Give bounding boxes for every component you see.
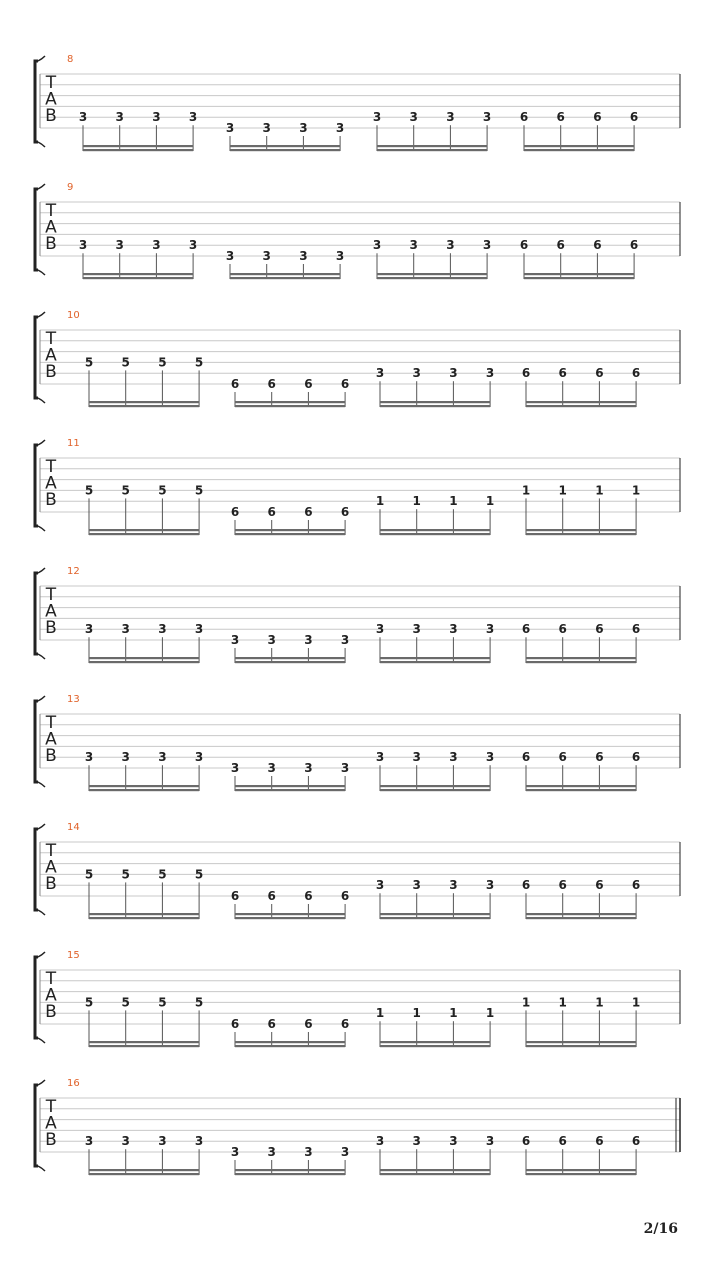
note-beam (526, 1041, 636, 1043)
bracket-hook-bottom (38, 142, 45, 147)
bracket-hook-top (38, 824, 45, 829)
fret-number: 3 (194, 622, 204, 637)
fret-number: 1 (631, 995, 641, 1010)
note-beam (526, 1173, 636, 1175)
fret-number: 3 (372, 238, 382, 253)
fret-number: 3 (375, 750, 385, 765)
bracket-hook-top (38, 56, 45, 61)
note-beam (89, 785, 199, 787)
fret-number: 3 (84, 622, 94, 637)
tab-clef-letter: B (45, 490, 57, 510)
fret-number: 3 (485, 1134, 495, 1149)
fret-number: 6 (340, 377, 350, 391)
fret-number: 6 (304, 1017, 313, 1031)
fret-number: 3 (230, 761, 240, 775)
fret-number: 6 (230, 1017, 240, 1031)
fret-number: 6 (521, 366, 531, 381)
note-beam (89, 1045, 199, 1047)
fret-number: 6 (304, 377, 313, 391)
fret-number: 3 (340, 1145, 350, 1159)
note-beam (83, 149, 193, 151)
tab-clef-letter: B (45, 234, 57, 254)
bracket-hook-bottom (38, 1038, 45, 1043)
note-beam (526, 1045, 636, 1047)
fret-number: 1 (595, 995, 604, 1010)
fret-number: 3 (375, 1134, 385, 1149)
note-beam (83, 145, 193, 147)
system-bracket (35, 445, 38, 526)
note-beam (89, 401, 199, 403)
fret-number: 3 (115, 238, 124, 253)
fret-number: 6 (556, 110, 565, 125)
fret-number: 3 (262, 249, 271, 263)
note-beam (235, 1173, 345, 1175)
tab-clef-letter: T (45, 585, 57, 605)
fret-number: 6 (631, 366, 641, 381)
fret-number: 3 (152, 110, 161, 125)
fret-number: 3 (335, 249, 345, 263)
fret-number: 3 (262, 121, 271, 135)
fret-number: 1 (375, 494, 385, 509)
fret-number: 3 (158, 622, 167, 637)
bracket-hook-bottom (38, 270, 45, 275)
fret-number: 5 (121, 483, 130, 498)
bar-number: 13 (67, 694, 80, 705)
fret-number: 1 (521, 483, 531, 498)
fret-number: 3 (375, 878, 385, 893)
note-beam (235, 789, 345, 791)
note-beam (89, 405, 199, 407)
tab-clef-letter: A (45, 601, 57, 622)
bracket-hook-top (38, 568, 45, 573)
page-number: 2/16 (643, 1221, 678, 1237)
fret-number: 3 (412, 366, 421, 381)
tab-clef-letter: A (45, 729, 57, 750)
fret-number: 6 (267, 889, 276, 903)
tab-system (35, 54, 680, 151)
fret-number: 3 (485, 750, 495, 765)
fret-number: 6 (267, 505, 276, 519)
note-beam (89, 917, 199, 919)
note-beam (380, 913, 490, 915)
fret-number: 3 (299, 121, 308, 135)
fret-number: 5 (194, 483, 204, 498)
note-beam (380, 401, 490, 403)
fret-number: 3 (446, 110, 455, 125)
system-bracket (35, 957, 38, 1038)
system-bracket (35, 61, 38, 142)
fret-number: 6 (556, 238, 565, 253)
note-beam (380, 785, 490, 787)
fret-number: 3 (121, 622, 130, 637)
fret-number: 3 (304, 761, 313, 775)
bracket-hook-bottom (38, 654, 45, 659)
note-beam (235, 529, 345, 531)
note-beam (235, 401, 345, 403)
tab-system (35, 566, 680, 663)
fret-number: 5 (84, 483, 94, 498)
note-beam (526, 657, 636, 659)
tab-clef-letter: A (45, 89, 57, 110)
fret-number: 3 (340, 633, 350, 647)
fret-number: 3 (335, 121, 345, 135)
fret-number: 5 (158, 483, 167, 498)
tab-clef-letter: A (45, 473, 57, 494)
note-beam (235, 661, 345, 663)
fret-number: 6 (230, 889, 240, 903)
note-beam (526, 785, 636, 787)
fret-number: 3 (188, 110, 198, 125)
fret-number: 3 (409, 238, 418, 253)
bar-number: 8 (67, 54, 74, 65)
fret-number: 6 (304, 505, 313, 519)
fret-number: 5 (84, 867, 94, 882)
fret-number: 3 (121, 750, 130, 765)
fret-number: 3 (340, 761, 350, 775)
note-beam (526, 405, 636, 407)
fret-number: 6 (521, 1134, 531, 1149)
fret-number: 5 (84, 355, 94, 370)
fret-number: 3 (485, 878, 495, 893)
fret-number: 3 (485, 366, 495, 381)
bar-number: 12 (67, 566, 80, 577)
note-beam (235, 657, 345, 659)
fret-number: 6 (558, 750, 567, 765)
fret-number: 1 (485, 494, 495, 509)
fret-number: 5 (121, 867, 130, 882)
fret-number: 1 (412, 1006, 421, 1021)
fret-number: 5 (158, 355, 167, 370)
note-beam (526, 401, 636, 403)
bracket-hook-top (38, 440, 45, 445)
system-bracket (35, 829, 38, 910)
tab-clef-letter: T (45, 1097, 57, 1117)
note-beam (526, 529, 636, 531)
fret-number: 6 (629, 110, 639, 125)
fret-number: 3 (412, 1134, 421, 1149)
note-beam (526, 789, 636, 791)
fret-number: 3 (115, 110, 124, 125)
tab-clef-letter: T (45, 457, 57, 477)
note-beam (235, 405, 345, 407)
tab-clef-letter: B (45, 106, 57, 126)
fret-number: 6 (595, 622, 604, 637)
fret-number: 6 (230, 505, 240, 519)
note-beam (230, 273, 340, 275)
tab-system (35, 950, 680, 1047)
tab-clef-letter: T (45, 969, 57, 989)
note-beam (89, 533, 199, 535)
fret-number: 3 (304, 633, 313, 647)
fret-number: 5 (158, 867, 167, 882)
fret-number: 3 (372, 110, 382, 125)
fret-number: 3 (412, 878, 421, 893)
fret-number: 3 (194, 1134, 204, 1149)
system-bracket (35, 573, 38, 654)
fret-number: 6 (521, 750, 531, 765)
fret-number: 5 (121, 355, 130, 370)
note-beam (524, 273, 634, 275)
note-beam (380, 1169, 490, 1171)
note-beam (380, 529, 490, 531)
fret-number: 1 (558, 995, 567, 1010)
tab-system (35, 182, 680, 279)
fret-number: 3 (158, 1134, 167, 1149)
bar-number: 11 (67, 438, 80, 449)
note-beam (230, 145, 340, 147)
fret-number: 6 (558, 366, 567, 381)
note-beam (235, 1169, 345, 1171)
system-bracket (35, 701, 38, 782)
fret-number: 6 (593, 110, 602, 125)
tab-clef-letter: B (45, 874, 57, 894)
tab-system (35, 694, 680, 791)
fret-number: 6 (558, 878, 567, 893)
fret-number: 1 (558, 483, 567, 498)
fret-number: 3 (225, 121, 235, 135)
fret-number: 3 (299, 249, 308, 263)
fret-number: 3 (412, 622, 421, 637)
fret-number: 3 (482, 110, 492, 125)
note-beam (235, 785, 345, 787)
note-beam (235, 917, 345, 919)
note-beam (89, 657, 199, 659)
fret-number: 3 (267, 1145, 276, 1159)
note-beam (89, 1169, 199, 1171)
note-beam (526, 661, 636, 663)
note-beam (235, 533, 345, 535)
fret-number: 6 (593, 238, 602, 253)
bar-number: 15 (67, 950, 80, 961)
note-beam (83, 273, 193, 275)
fret-number: 3 (188, 238, 198, 253)
fret-number: 3 (412, 750, 421, 765)
bracket-hook-top (38, 1080, 45, 1085)
fret-number: 3 (482, 238, 492, 253)
fret-number: 3 (84, 750, 94, 765)
note-beam (380, 1041, 490, 1043)
note-beam (89, 1041, 199, 1043)
fret-number: 6 (631, 750, 641, 765)
fret-number: 6 (595, 1134, 604, 1149)
bracket-hook-bottom (38, 398, 45, 403)
fret-number: 6 (595, 878, 604, 893)
tab-clef-letter: B (45, 362, 57, 382)
fret-number: 3 (449, 622, 458, 637)
fret-number: 3 (449, 1134, 458, 1149)
fret-number: 3 (485, 622, 495, 637)
bracket-hook-top (38, 696, 45, 701)
bracket-hook-top (38, 184, 45, 189)
system-bracket (35, 317, 38, 398)
fret-number: 6 (595, 750, 604, 765)
fret-number: 6 (631, 878, 641, 893)
tab-clef-letter: T (45, 841, 57, 861)
tab-system (35, 438, 680, 535)
fret-number: 5 (121, 995, 130, 1010)
bracket-hook-bottom (38, 526, 45, 531)
fret-number: 6 (267, 1017, 276, 1031)
fret-number: 3 (446, 238, 455, 253)
fret-number: 3 (158, 750, 167, 765)
tab-clef-letter: A (45, 985, 57, 1006)
system-bracket (35, 1085, 38, 1166)
bar-number: 14 (67, 822, 80, 833)
fret-number: 3 (194, 750, 204, 765)
fret-number: 1 (449, 1006, 458, 1021)
note-beam (380, 657, 490, 659)
fret-number: 1 (521, 995, 531, 1010)
note-beam (89, 529, 199, 531)
note-beam (377, 273, 487, 275)
bracket-hook-bottom (38, 782, 45, 787)
fret-number: 3 (78, 110, 88, 125)
fret-number: 1 (595, 483, 604, 498)
note-beam (89, 661, 199, 663)
fret-number: 3 (78, 238, 88, 253)
fret-number: 1 (631, 483, 641, 498)
fret-number: 1 (375, 1006, 385, 1021)
note-beam (377, 149, 487, 151)
tab-clef-letter: A (45, 857, 57, 878)
fret-number: 6 (631, 1134, 641, 1149)
tab-clef-letter: T (45, 329, 57, 349)
note-beam (377, 277, 487, 279)
note-beam (380, 533, 490, 535)
note-beam (235, 1045, 345, 1047)
note-beam (526, 913, 636, 915)
fret-number: 6 (595, 366, 604, 381)
note-beam (380, 405, 490, 407)
tab-clef-letter: A (45, 345, 57, 366)
fret-number: 6 (340, 505, 350, 519)
note-beam (377, 145, 487, 147)
note-beam (380, 917, 490, 919)
bar-number: 9 (67, 182, 74, 193)
bracket-hook-bottom (38, 1166, 45, 1171)
tab-clef-letter: B (45, 1130, 57, 1150)
fret-number: 1 (485, 1006, 495, 1021)
tab-clef-letter: B (45, 1002, 57, 1022)
fret-number: 6 (519, 238, 529, 253)
bracket-hook-top (38, 952, 45, 957)
fret-number: 3 (375, 366, 385, 381)
fret-number: 5 (194, 995, 204, 1010)
fret-number: 3 (449, 750, 458, 765)
bracket-hook-bottom (38, 910, 45, 915)
fret-number: 3 (230, 1145, 240, 1159)
note-beam (230, 277, 340, 279)
fret-number: 3 (304, 1145, 313, 1159)
fret-number: 1 (412, 494, 421, 509)
note-beam (524, 149, 634, 151)
fret-number: 6 (267, 377, 276, 391)
fret-number: 5 (194, 867, 204, 882)
fret-number: 5 (158, 995, 167, 1010)
fret-number: 6 (521, 622, 531, 637)
fret-number: 6 (230, 377, 240, 391)
fret-number: 5 (194, 355, 204, 370)
note-beam (89, 1173, 199, 1175)
bar-number: 10 (67, 310, 80, 321)
fret-number: 3 (84, 1134, 94, 1149)
fret-number: 6 (304, 889, 313, 903)
bracket-hook-top (38, 312, 45, 317)
note-beam (89, 789, 199, 791)
tab-clef-letter: T (45, 713, 57, 733)
note-beam (526, 917, 636, 919)
tab-clef-letter: B (45, 618, 57, 638)
fret-number: 3 (230, 633, 240, 647)
tab-clef-letter: A (45, 217, 57, 238)
note-beam (83, 277, 193, 279)
fret-number: 3 (449, 878, 458, 893)
note-beam (524, 145, 634, 147)
system-bracket (35, 189, 38, 270)
note-beam (526, 1169, 636, 1171)
note-beam (380, 661, 490, 663)
note-beam (380, 1173, 490, 1175)
note-beam (524, 277, 634, 279)
fret-number: 3 (267, 761, 276, 775)
tab-clef-letter: A (45, 1113, 57, 1134)
fret-number: 3 (152, 238, 161, 253)
note-beam (235, 1041, 345, 1043)
note-beam (230, 149, 340, 151)
fret-number: 6 (521, 878, 531, 893)
note-beam (235, 913, 345, 915)
note-beam (380, 1045, 490, 1047)
tab-clef-letter: B (45, 746, 57, 766)
tab-system (35, 1078, 680, 1175)
fret-number: 6 (631, 622, 641, 637)
fret-number: 6 (558, 1134, 567, 1149)
fret-number: 6 (519, 110, 529, 125)
note-beam (380, 789, 490, 791)
fret-number: 1 (449, 494, 458, 509)
fret-number: 3 (409, 110, 418, 125)
note-beam (89, 913, 199, 915)
fret-number: 3 (225, 249, 235, 263)
tab-clef-letter: T (45, 73, 57, 93)
fret-number: 6 (340, 1017, 350, 1031)
tab-clef-letter: T (45, 201, 57, 221)
fret-number: 3 (375, 622, 385, 637)
fret-number: 3 (267, 633, 276, 647)
bar-number: 16 (67, 1078, 80, 1089)
fret-number: 6 (340, 889, 350, 903)
tab-system (35, 822, 680, 919)
note-beam (526, 533, 636, 535)
fret-number: 5 (84, 995, 94, 1010)
fret-number: 3 (121, 1134, 130, 1149)
fret-number: 6 (558, 622, 567, 637)
tab-system (35, 310, 680, 407)
fret-number: 6 (629, 238, 639, 253)
fret-number: 3 (449, 366, 458, 381)
